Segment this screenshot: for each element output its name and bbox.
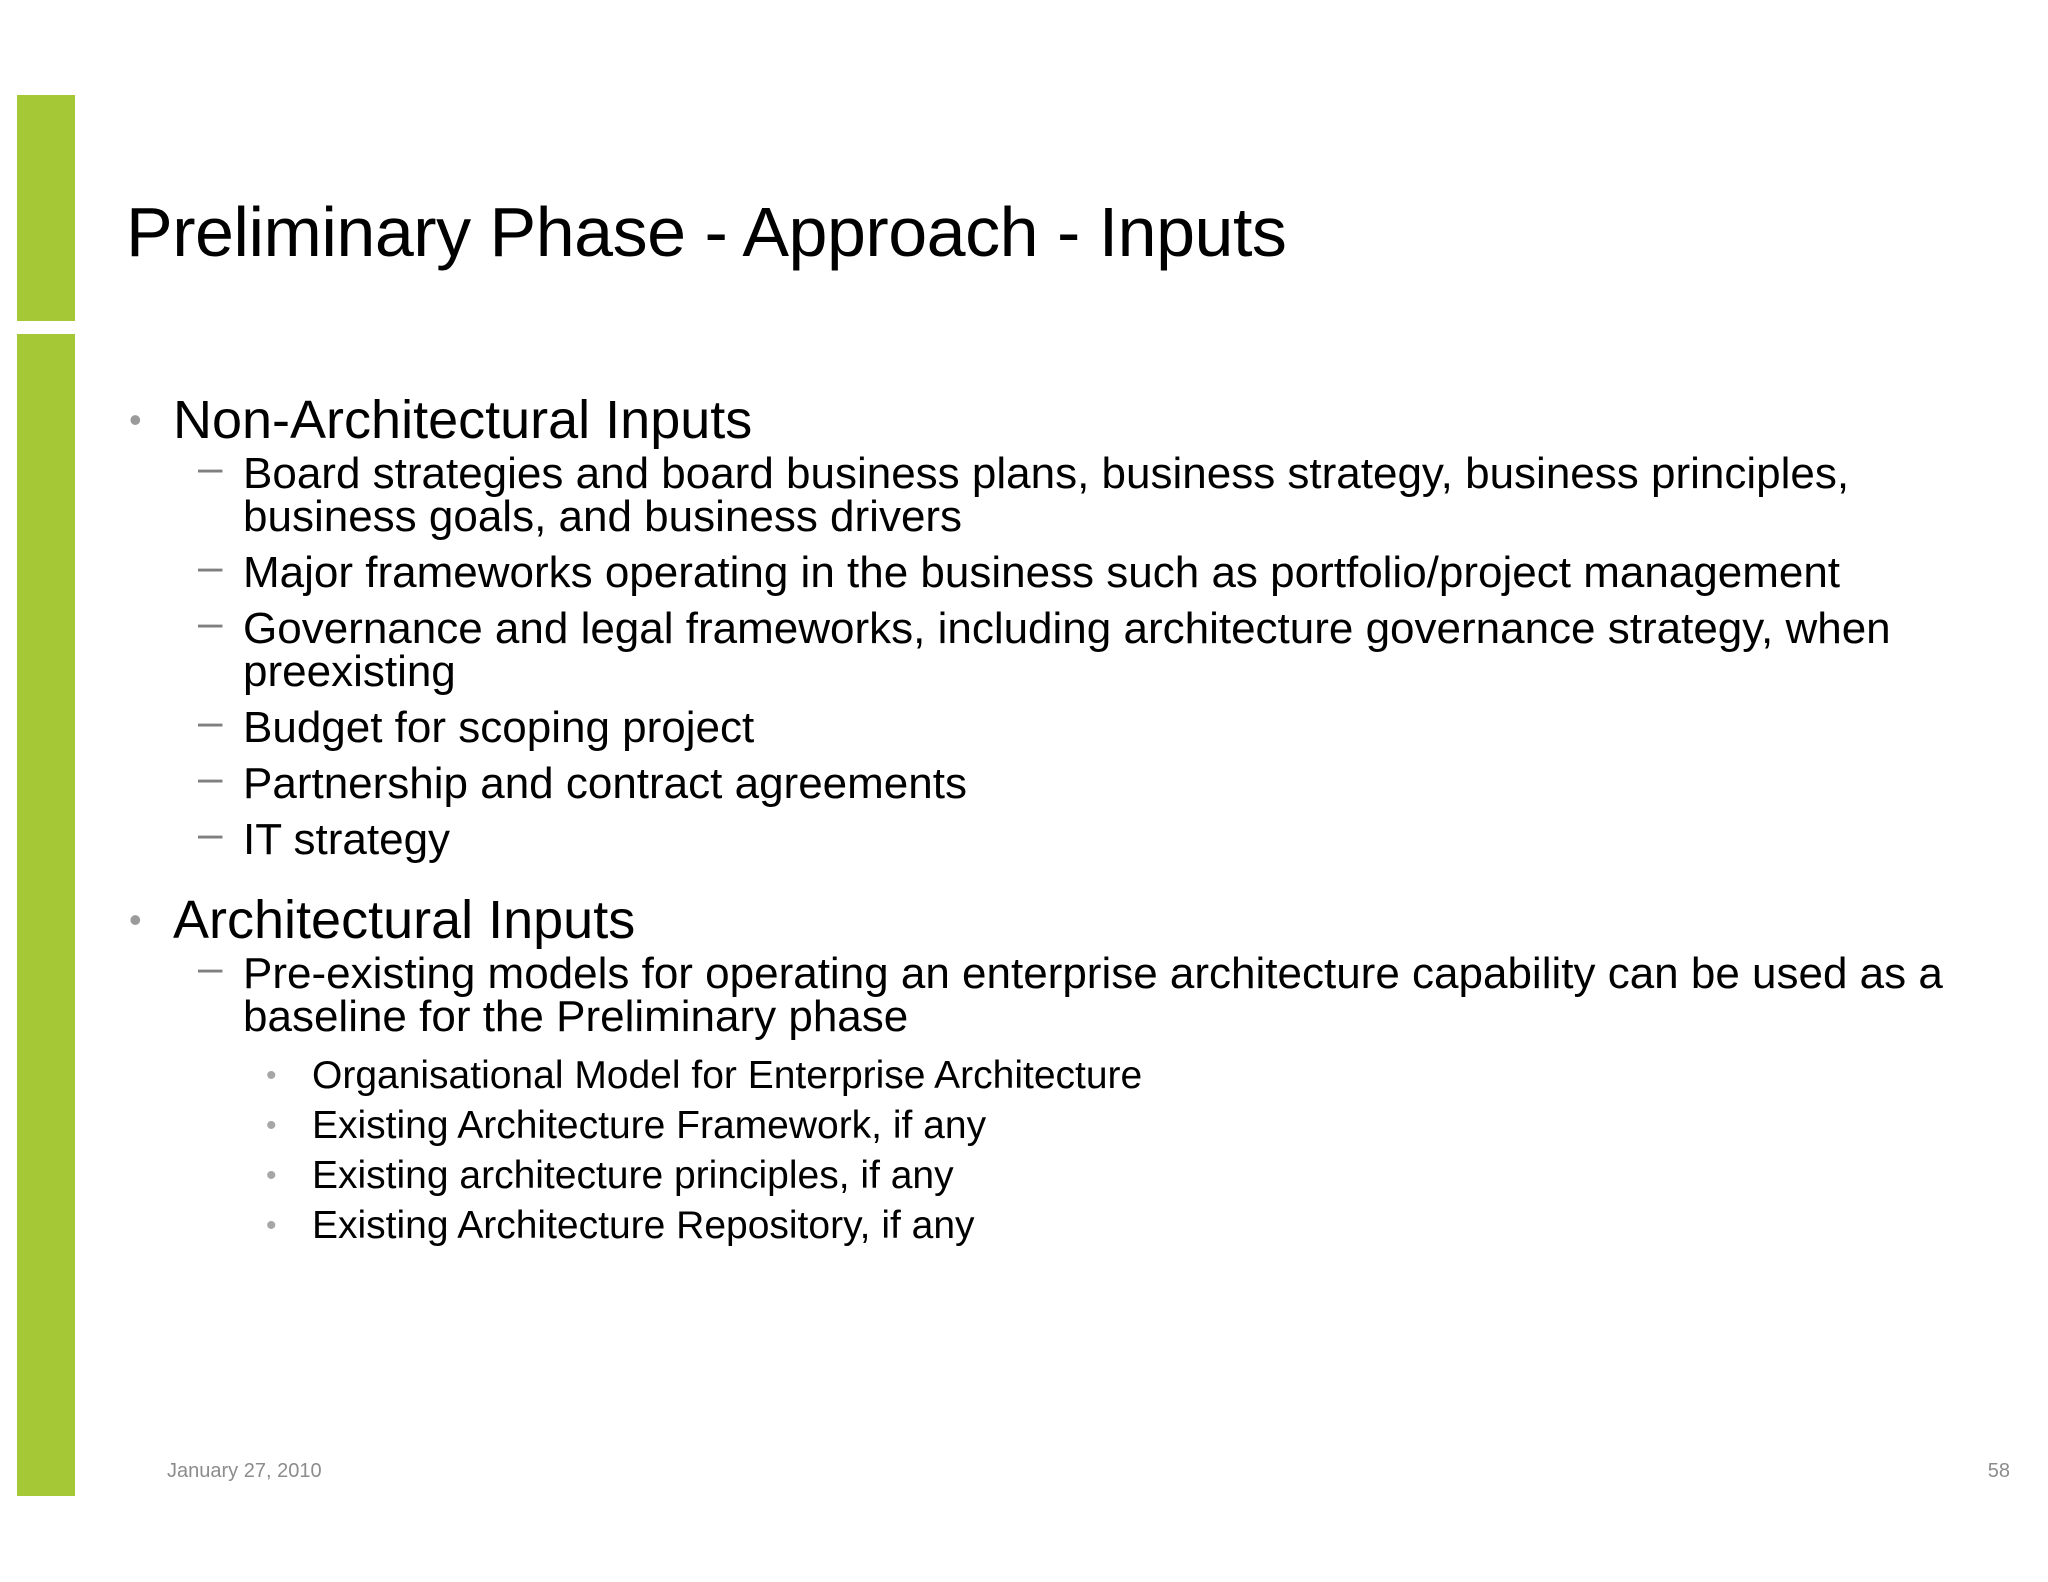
section-spacer [126,874,2006,888]
architectural-sublist [126,1051,2006,1251]
page-number: 58 [1987,1460,2010,1482]
sub-list-item-text: Existing Architecture Repository, if any [312,1204,975,1247]
dash-bullet-icon: – [198,943,223,992]
accent-bar-bottom [17,334,75,1496]
section-heading-label: Architectural Inputs [173,890,636,950]
section-heading-architectural [126,888,2006,952]
bullet-dot-icon: • [129,399,142,440]
accent-bar-top [17,95,75,321]
sub-list-item-text: Existing Architecture Framework, if any [312,1104,987,1147]
list-item [126,598,2006,696]
footer-date: January 27, 2010 [167,1460,322,1482]
section-heading-non-architectural [126,388,2006,452]
dash-bullet-icon: – [198,598,223,647]
dash-bullet-icon: – [198,542,223,591]
dash-bullet-icon: – [198,753,223,802]
list-item-text: Partnership and contract agreements [243,759,967,808]
list-item-text: IT strategy [243,815,451,864]
bullet-dot-icon: • [266,1209,277,1242]
list-item [126,542,2006,597]
dash-bullet-icon: – [198,809,223,858]
list-item-text: Major frameworks operating in the business such as portfolio/project management [243,548,1841,597]
sub-list-item-text: Organisational Model for Enterprise Architecture [312,1054,1143,1097]
bullet-dot-icon: • [266,1159,277,1192]
sub-list-item [126,1151,2006,1201]
non-architectural-list [126,443,2006,864]
list-item-text: Governance and legal frameworks, including architecture governance strategy, when preexisting [243,604,1891,696]
sub-list-item [126,1051,2006,1101]
list-item-text: Budget for scoping project [243,703,755,752]
list-item [126,443,2006,541]
list-item [126,753,2006,808]
slide-title: Preliminary Phase - Approach - Inputs [126,193,1287,271]
list-item-text: Board strategies and board business plans, business strategy, business principles, business goals, and business drivers [243,449,1850,541]
dash-bullet-icon: – [198,443,223,492]
sub-list-item [126,1101,2006,1151]
list-item [126,809,2006,864]
bullet-dot-icon: • [129,899,142,940]
sub-list-item-text: Existing architecture principles, if any [312,1154,954,1197]
slide-content [126,388,2006,1251]
bullet-dot-icon: • [266,1059,277,1092]
bullet-dot-icon: • [266,1109,277,1142]
section-heading-label: Non-Architectural Inputs [173,390,753,450]
dash-bullet-icon: – [198,697,223,746]
list-item [126,943,2006,1041]
list-item [126,697,2006,752]
architectural-list [126,943,2006,1041]
list-item-text: Pre-existing models for operating an enterprise architecture capability can be used as a baseline for the Preliminary phase [243,949,1943,1041]
sub-list-item [126,1201,2006,1251]
